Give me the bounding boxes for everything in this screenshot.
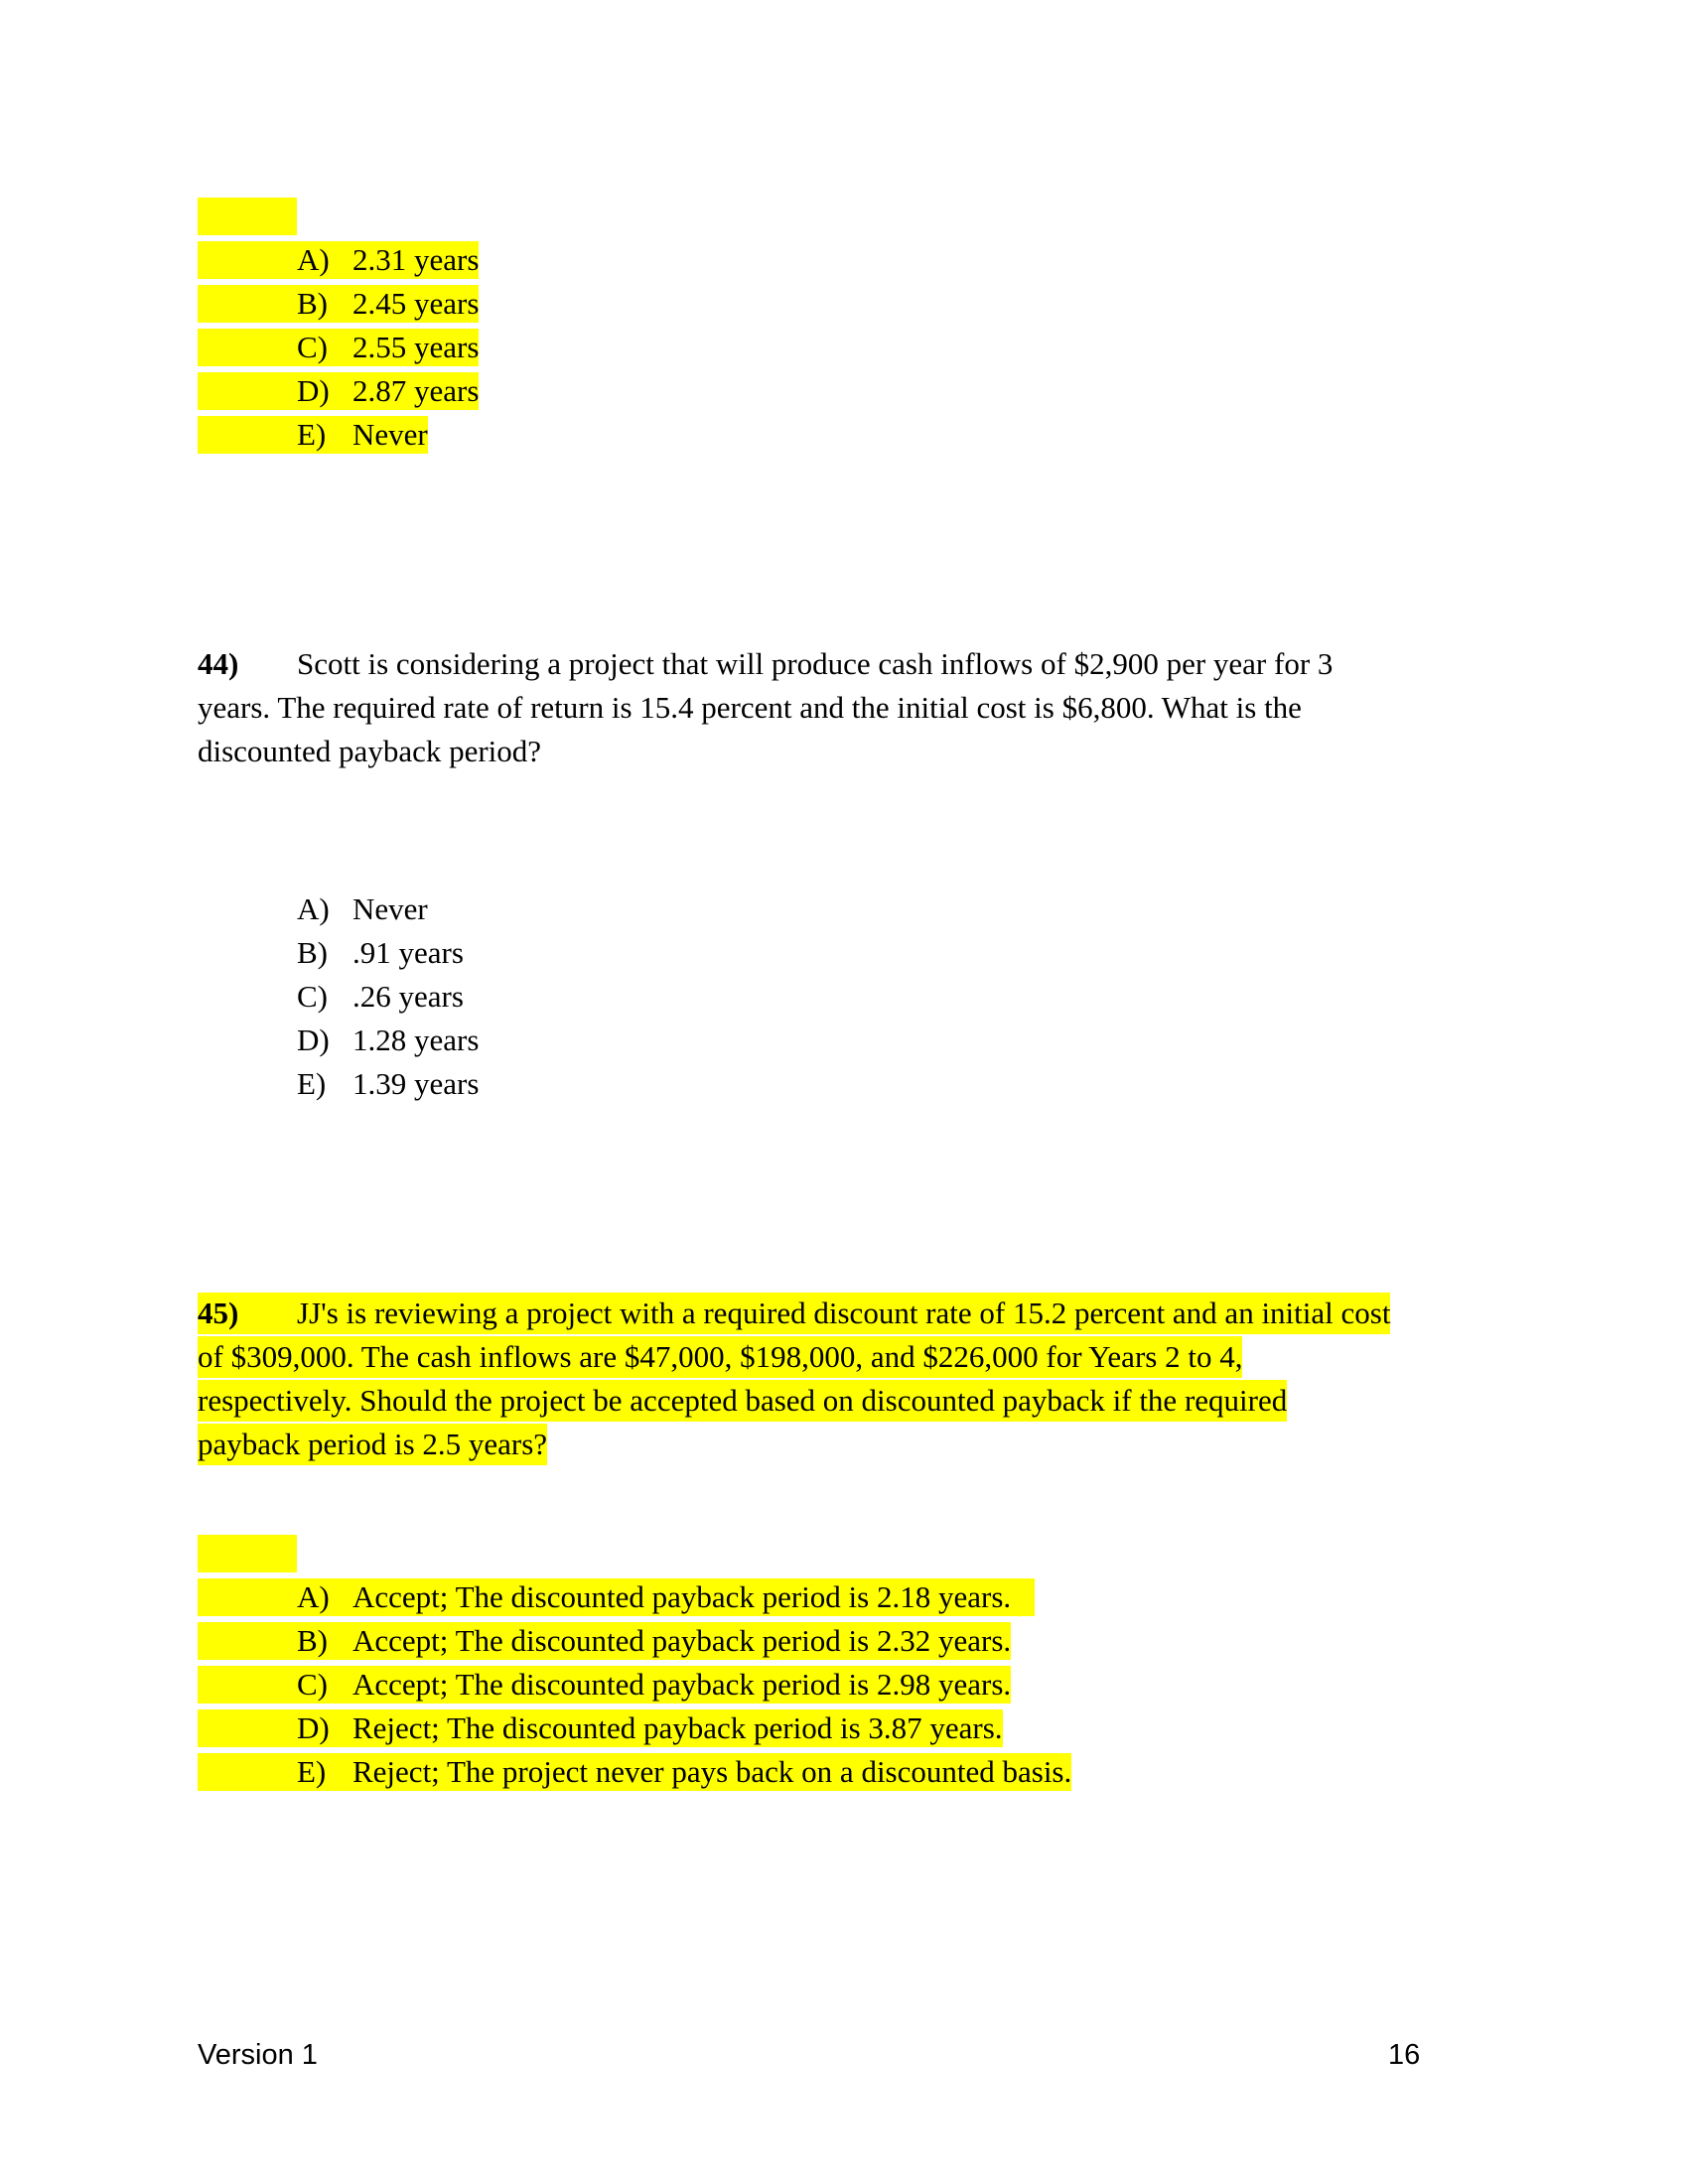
option-text: Accept; The discounted payback period is 2.32 years. bbox=[352, 1623, 1012, 1658]
option-text: .91 years bbox=[352, 935, 464, 970]
option-letter: E) bbox=[297, 417, 327, 452]
q45-option-d bbox=[198, 1709, 1003, 1747]
q45-option-e bbox=[198, 1753, 1071, 1791]
option-letter: C) bbox=[297, 330, 328, 364]
option-text: Never bbox=[352, 891, 428, 926]
q43-option-c bbox=[198, 329, 479, 366]
q44-option-b bbox=[198, 934, 464, 972]
q45-line-1 bbox=[198, 1293, 1390, 1334]
option-letter: E) bbox=[297, 1754, 327, 1789]
question-number: 44) bbox=[198, 646, 239, 681]
option-text: 2.55 years bbox=[352, 330, 480, 364]
question-text: years. The required rate of return is 15.4 percent and the initial cost is $6,800. What is the bbox=[198, 690, 1302, 725]
option-text: Reject; The discounted payback period is 3.87 years. bbox=[352, 1710, 1003, 1745]
option-letter: C) bbox=[297, 1667, 328, 1702]
option-letter: C) bbox=[297, 979, 328, 1014]
q45-option-b bbox=[198, 1622, 1011, 1660]
q44-line-1 bbox=[198, 643, 1333, 685]
option-text: 2.31 years bbox=[352, 242, 480, 277]
option-text: Accept; The discounted payback period is 2.98 years. bbox=[352, 1667, 1012, 1702]
option-letter: B) bbox=[297, 935, 328, 970]
q43-option-e bbox=[198, 416, 428, 454]
option-letter: B) bbox=[297, 286, 328, 321]
option-text: Reject; The project never pays back on a discounted basis. bbox=[352, 1754, 1072, 1789]
question-text: of $309,000. The cash inflows are $47,000, $198,000, and $226,000 for Years 2 to 4, bbox=[198, 1339, 1243, 1374]
q45-line-3 bbox=[198, 1380, 1287, 1422]
option-letter: A) bbox=[297, 891, 330, 926]
q45-line-2 bbox=[198, 1336, 1242, 1378]
footer-page-number: 16 bbox=[1388, 2039, 1421, 2071]
q44-line-3 bbox=[198, 731, 541, 772]
option-letter: A) bbox=[297, 1579, 330, 1614]
option-letter: D) bbox=[297, 1710, 330, 1745]
q43-option-d bbox=[198, 372, 479, 410]
q44-option-d bbox=[198, 1022, 479, 1059]
option-text: 1.39 years bbox=[352, 1066, 480, 1101]
q44-option-a bbox=[198, 890, 428, 928]
highlight-marker bbox=[198, 198, 297, 235]
question-text: payback period is 2.5 years? bbox=[198, 1427, 548, 1461]
footer-version: Version 1 bbox=[198, 2039, 318, 2071]
q45-option-c bbox=[198, 1666, 1011, 1704]
q44-line-2 bbox=[198, 687, 1302, 729]
option-letter: A) bbox=[297, 242, 330, 277]
option-text: .26 years bbox=[352, 979, 464, 1014]
option-text: 2.87 years bbox=[352, 373, 480, 408]
question-text: discounted payback period? bbox=[198, 734, 542, 768]
q44-option-e bbox=[198, 1065, 479, 1103]
option-letter: D) bbox=[297, 1023, 330, 1057]
option-text: 1.28 years bbox=[352, 1023, 480, 1057]
q44-option-c bbox=[198, 978, 464, 1016]
q45-option-a bbox=[198, 1578, 1035, 1616]
question-number: 45) bbox=[198, 1296, 239, 1330]
question-text: Scott is considering a project that will produce cash inflows of $2,900 per year for 3 bbox=[297, 646, 1334, 681]
question-text: JJ's is reviewing a project with a required discount rate of 15.2 percent and an initial cost bbox=[297, 1296, 1391, 1330]
option-letter: E) bbox=[297, 1066, 327, 1101]
q43-option-a bbox=[198, 241, 479, 279]
q45-line-4 bbox=[198, 1424, 547, 1465]
option-text: Never bbox=[352, 417, 428, 452]
q43-option-b bbox=[198, 285, 479, 323]
option-letter: D) bbox=[297, 373, 330, 408]
option-text: 2.45 years bbox=[352, 286, 480, 321]
option-text: Accept; The discounted payback period is 2.18 years. bbox=[352, 1579, 1012, 1614]
highlight-marker bbox=[198, 1535, 297, 1572]
question-text: respectively. Should the project be accepted based on discounted payback if the required bbox=[198, 1383, 1288, 1418]
option-letter: B) bbox=[297, 1623, 328, 1658]
